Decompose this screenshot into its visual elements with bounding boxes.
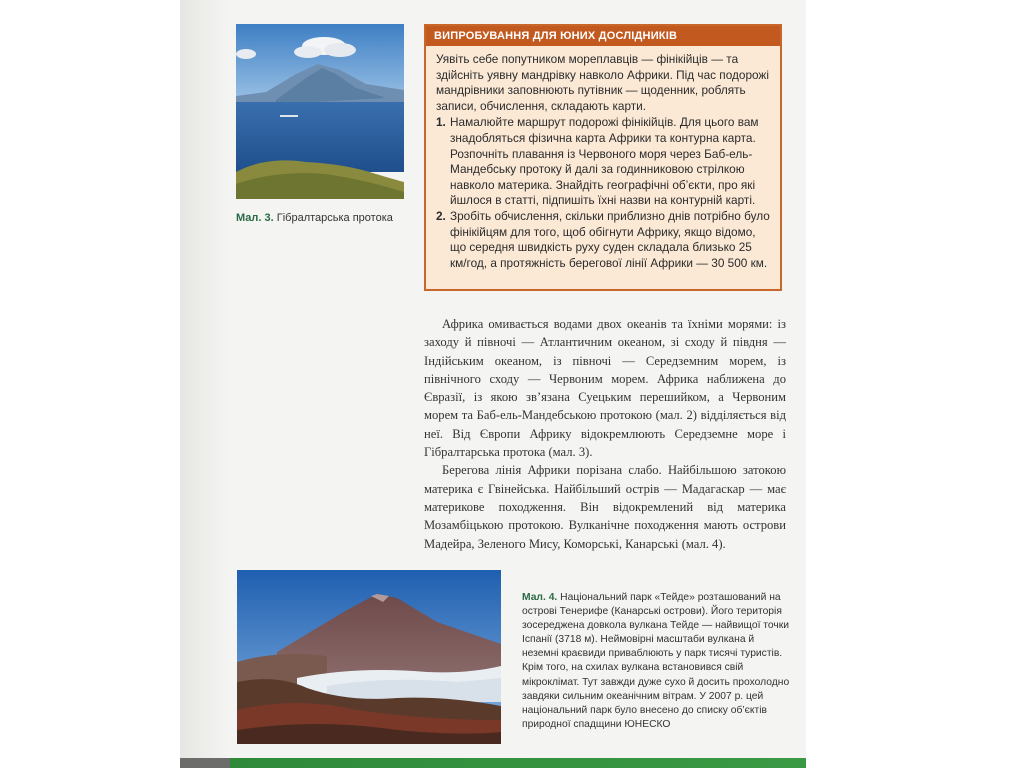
task-number: 2.: [436, 208, 446, 223]
task-text: Зробіть обчислення, скільки приблизно днів потрібно було фінікійцям для того, щоб обігнути Африку, якщо відомо, що середня швидкість руху суден складала близько 25 км/год, а протяжність берегової лінії Африки — 30 500 км.: [450, 208, 770, 270]
figure-4-caption: [522, 591, 790, 732]
figure-4-number: Мал. 4.: [522, 592, 558, 603]
experiment-body: [426, 46, 780, 271]
experiment-box: [424, 24, 782, 291]
page-gutter-shadow: [180, 0, 228, 768]
teide-volcano-photo: [237, 570, 501, 744]
figure-3-caption-text: Гібралтарська протока: [276, 212, 393, 224]
experiment-intro: Уявіть себе попутником мореплавців — фінікійців — та здійсніть уявну мандрівку навколо Африки. Під час подорожі мандрівники заповнюють путівник — щоденник, роблять записи, обчислення, складають карти.: [436, 52, 769, 113]
experiment-header: ВИПРОБУВАННЯ ДЛЯ ЮНИХ ДОСЛІДНИКІВ: [426, 26, 780, 46]
gibraltar-strait-photo: [236, 24, 404, 199]
page-bottom-bar: [180, 758, 806, 768]
main-paragraph: Африка омивається водами двох океанів та їхніми морями: із заходу й півночі — Атлантичним океаном, зі сходу й півдня — Індійським океаном, із півночі — Середземним морем, із північного сходу — Червоним морем. Африка наближена до Євразії, із якою зв’язана Суецьким перешийком, а Червоним морем та Баб-ель-Мандебською протокою (мал. 2) відділяється від неї. Від Європи Африку відокремлюють Середземне море і Гібралтарська протока (мал. 3).: [424, 317, 786, 460]
experiment-task: [436, 115, 770, 209]
experiment-task: [436, 209, 770, 271]
main-paragraph: Берегова лінія Африки порізана слабо. Найбільшою затокою материка є Гвінейська. Найбільший острів — Мадагаскар — має материкове походження. Він відокремлений від материка Мозамбіцькою протокою. Вулканічне походження мають острови Мадейра, Зеленого Мису, Коморські, Канарські (мал. 4).: [424, 463, 786, 551]
task-number: 1.: [436, 115, 446, 130]
task-text: Намалюйте маршрут подорожі фінікійців. Для цього вам знадобляться фізична карта Африки та контурна карта. Розпочніть плавання із Червоного моря через Баб-ель-Мандебську протоку й далі за годинниковою стрілкою навколо материка. Знайдіть географічні об’єкти, про які йшлося в статті, підпишіть їхні назви на контурній карті.: [450, 115, 759, 208]
figure-3-caption: [236, 211, 411, 225]
main-text: [424, 315, 786, 553]
figure-4-caption-text: Національний парк «Тейде» розташований на острові Тенерифе (Канарські острови). Його територія зосереджена довкола вулкана Тейде — найвищої точки Іспанії (3718 м). Неймовірні масштаби вулкана й неземні краєвиди приваблюють у парк тисячі туристів. Крім того, на схилах вулкана встановився свій мікроклімат. Тут завжди дуже сухо й досить прохолодно завдяки сильним океанічним вітрам. У 2007 р. цей національний парк було внесено до списку об’єктів природної спадщини ЮНЕСКО: [522, 592, 790, 730]
figure-3-number: Мал. 3.: [236, 212, 274, 224]
